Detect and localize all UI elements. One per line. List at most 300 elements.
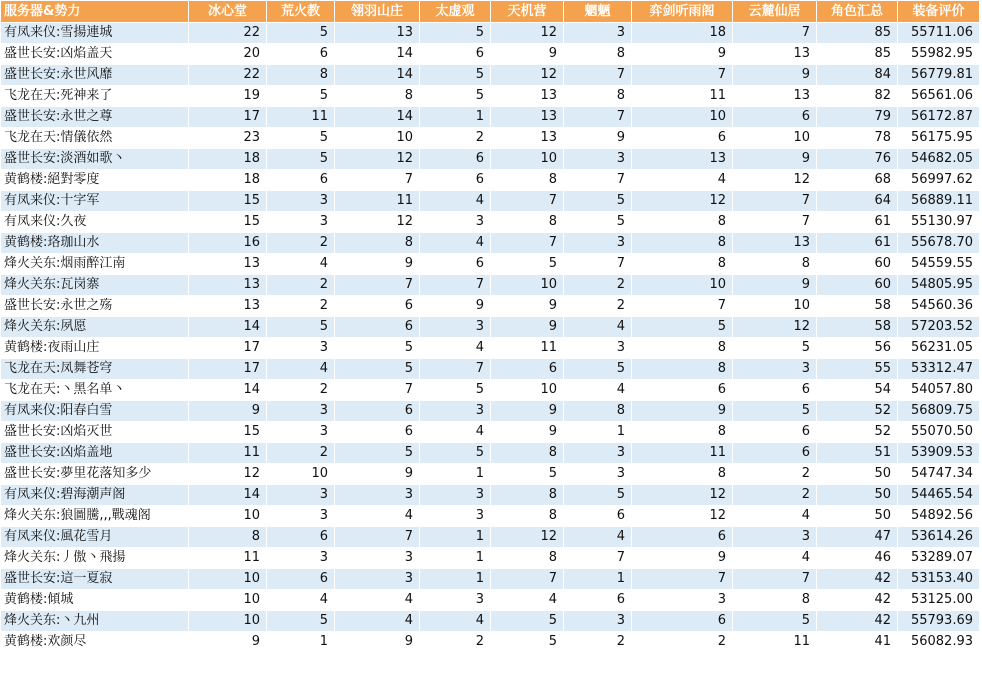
cell-yunluxianju[interactable]: 4 — [733, 548, 817, 569]
cell-equipment-score[interactable]: 55711.06 — [898, 23, 980, 44]
cell-taixuguan[interactable]: 1 — [420, 107, 491, 128]
cell-wangliang[interactable]: 5 — [564, 212, 632, 233]
cell-wangliang[interactable]: 2 — [564, 275, 632, 296]
cell-tianjiying[interactable]: 6 — [491, 359, 564, 380]
cell-equipment-score[interactable]: 56082.93 — [898, 632, 980, 653]
cell-server-faction[interactable]: 有凤来仪:雪揚連城 — [1, 23, 189, 44]
cell-yunluxianju[interactable]: 3 — [733, 359, 817, 380]
cell-equipment-score[interactable]: 54892.56 — [898, 506, 980, 527]
cell-equipment-score[interactable]: 56779.81 — [898, 65, 980, 86]
cell-yunluxianju[interactable]: 6 — [733, 107, 817, 128]
cell-huanghuojiao[interactable]: 5 — [267, 149, 335, 170]
cell-equipment-score[interactable]: 53909.53 — [898, 443, 980, 464]
cell-equipment-score[interactable]: 56175.95 — [898, 128, 980, 149]
cell-yunluxianju[interactable]: 6 — [733, 443, 817, 464]
cell-wangliang[interactable]: 5 — [564, 191, 632, 212]
cell-yunluxianju[interactable]: 7 — [733, 23, 817, 44]
cell-wangliang[interactable]: 4 — [564, 317, 632, 338]
cell-huanghuojiao[interactable]: 5 — [267, 611, 335, 632]
cell-yunluxianju[interactable]: 6 — [733, 380, 817, 401]
cell-wangliang[interactable]: 8 — [564, 44, 632, 65]
cell-yunluxianju[interactable]: 3 — [733, 527, 817, 548]
cell-equipment-score[interactable]: 55678.70 — [898, 233, 980, 254]
header-cell-taixuguan[interactable]: 太虚观 — [420, 1, 491, 23]
cell-wangliang[interactable]: 6 — [564, 590, 632, 611]
cell-role-total[interactable]: 82 — [817, 86, 898, 107]
cell-wangliang[interactable]: 7 — [564, 254, 632, 275]
cell-equipment-score[interactable]: 56809.75 — [898, 401, 980, 422]
cell-huanghuojiao[interactable]: 3 — [267, 485, 335, 506]
cell-taixuguan[interactable]: 6 — [420, 254, 491, 275]
cell-tianjiying[interactable]: 12 — [491, 23, 564, 44]
cell-taixuguan[interactable]: 3 — [420, 590, 491, 611]
cell-lingyushanzhuang[interactable]: 6 — [335, 422, 420, 443]
cell-yijiantingyuge[interactable]: 9 — [632, 401, 733, 422]
cell-tianjiying[interactable]: 5 — [491, 611, 564, 632]
cell-wangliang[interactable]: 5 — [564, 485, 632, 506]
cell-tianjiying[interactable]: 5 — [491, 254, 564, 275]
cell-yijiantingyuge[interactable]: 9 — [632, 44, 733, 65]
cell-lingyushanzhuang[interactable]: 5 — [335, 338, 420, 359]
cell-wangliang[interactable]: 3 — [564, 23, 632, 44]
cell-taixuguan[interactable]: 7 — [420, 275, 491, 296]
cell-yunluxianju[interactable]: 9 — [733, 149, 817, 170]
header-cell-yunluxianju[interactable]: 云麓仙居 — [733, 1, 817, 23]
header-cell-huanghuojiao[interactable]: 荒火教 — [267, 1, 335, 23]
cell-wangliang[interactable]: 1 — [564, 422, 632, 443]
cell-bingxintang[interactable]: 19 — [189, 86, 267, 107]
cell-role-total[interactable]: 46 — [817, 548, 898, 569]
cell-lingyushanzhuang[interactable]: 5 — [335, 443, 420, 464]
cell-role-total[interactable]: 84 — [817, 65, 898, 86]
cell-yunluxianju[interactable]: 6 — [733, 422, 817, 443]
cell-tianjiying[interactable]: 8 — [491, 548, 564, 569]
cell-server-faction[interactable]: 烽火关东:夙愿 — [1, 317, 189, 338]
cell-taixuguan[interactable]: 5 — [420, 380, 491, 401]
cell-bingxintang[interactable]: 8 — [189, 527, 267, 548]
cell-yijiantingyuge[interactable]: 8 — [632, 254, 733, 275]
cell-bingxintang[interactable]: 9 — [189, 401, 267, 422]
cell-wangliang[interactable]: 1 — [564, 569, 632, 590]
cell-huanghuojiao[interactable]: 5 — [267, 317, 335, 338]
cell-server-faction[interactable]: 有凤来仪:久夜 — [1, 212, 189, 233]
cell-wangliang[interactable]: 4 — [564, 380, 632, 401]
cell-yijiantingyuge[interactable]: 5 — [632, 317, 733, 338]
cell-lingyushanzhuang[interactable]: 14 — [335, 65, 420, 86]
cell-yunluxianju[interactable]: 2 — [733, 485, 817, 506]
cell-yunluxianju[interactable]: 7 — [733, 212, 817, 233]
cell-huanghuojiao[interactable]: 6 — [267, 569, 335, 590]
cell-yunluxianju[interactable]: 9 — [733, 275, 817, 296]
cell-bingxintang[interactable]: 12 — [189, 464, 267, 485]
cell-huanghuojiao[interactable]: 5 — [267, 128, 335, 149]
cell-bingxintang[interactable]: 20 — [189, 44, 267, 65]
cell-wangliang[interactable]: 7 — [564, 65, 632, 86]
cell-huanghuojiao[interactable]: 2 — [267, 275, 335, 296]
cell-tianjiying[interactable]: 8 — [491, 443, 564, 464]
cell-role-total[interactable]: 85 — [817, 44, 898, 65]
cell-equipment-score[interactable]: 53312.47 — [898, 359, 980, 380]
cell-server-faction[interactable]: 飞龙在天:情儀依然 — [1, 128, 189, 149]
cell-taixuguan[interactable]: 3 — [420, 506, 491, 527]
cell-huanghuojiao[interactable]: 2 — [267, 296, 335, 317]
cell-server-faction[interactable]: 烽火关东:烟雨醉江南 — [1, 254, 189, 275]
cell-wangliang[interactable]: 7 — [564, 170, 632, 191]
cell-yijiantingyuge[interactable]: 6 — [632, 611, 733, 632]
cell-lingyushanzhuang[interactable]: 4 — [335, 506, 420, 527]
cell-server-faction[interactable]: 飞龙在天:死神来了 — [1, 86, 189, 107]
cell-taixuguan[interactable]: 3 — [420, 317, 491, 338]
cell-equipment-score[interactable]: 53125.00 — [898, 590, 980, 611]
cell-taixuguan[interactable]: 4 — [420, 338, 491, 359]
cell-bingxintang[interactable]: 14 — [189, 317, 267, 338]
cell-taixuguan[interactable]: 6 — [420, 44, 491, 65]
cell-yunluxianju[interactable]: 2 — [733, 464, 817, 485]
cell-equipment-score[interactable]: 54465.54 — [898, 485, 980, 506]
cell-lingyushanzhuang[interactable]: 10 — [335, 128, 420, 149]
cell-role-total[interactable]: 52 — [817, 401, 898, 422]
cell-tianjiying[interactable]: 13 — [491, 128, 564, 149]
cell-yijiantingyuge[interactable]: 2 — [632, 632, 733, 653]
cell-role-total[interactable]: 78 — [817, 128, 898, 149]
cell-server-faction[interactable]: 黄鹤楼:傾城 — [1, 590, 189, 611]
cell-server-faction[interactable]: 黄鹤楼:珞珈山水 — [1, 233, 189, 254]
cell-yijiantingyuge[interactable]: 6 — [632, 380, 733, 401]
cell-role-total[interactable]: 55 — [817, 359, 898, 380]
cell-server-faction[interactable]: 烽火关东:丿傲丶飛揚 — [1, 548, 189, 569]
cell-tianjiying[interactable]: 9 — [491, 44, 564, 65]
cell-bingxintang[interactable]: 23 — [189, 128, 267, 149]
cell-server-faction[interactable]: 盛世长安:夢里花落知多少 — [1, 464, 189, 485]
cell-lingyushanzhuang[interactable]: 6 — [335, 401, 420, 422]
cell-wangliang[interactable]: 2 — [564, 296, 632, 317]
cell-yunluxianju[interactable]: 5 — [733, 401, 817, 422]
cell-yunluxianju[interactable]: 5 — [733, 338, 817, 359]
cell-server-faction[interactable]: 盛世长安:永世之殇 — [1, 296, 189, 317]
cell-huanghuojiao[interactable]: 3 — [267, 548, 335, 569]
cell-tianjiying[interactable]: 13 — [491, 107, 564, 128]
cell-taixuguan[interactable]: 7 — [420, 359, 491, 380]
cell-server-faction[interactable]: 盛世长安:凶焰灭世 — [1, 422, 189, 443]
cell-bingxintang[interactable]: 18 — [189, 149, 267, 170]
cell-yijiantingyuge[interactable]: 10 — [632, 107, 733, 128]
cell-bingxintang[interactable]: 13 — [189, 275, 267, 296]
cell-huanghuojiao[interactable]: 4 — [267, 590, 335, 611]
cell-role-total[interactable]: 58 — [817, 317, 898, 338]
cell-taixuguan[interactable]: 4 — [420, 191, 491, 212]
header-cell-tianjiying[interactable]: 天机营 — [491, 1, 564, 23]
cell-equipment-score[interactable]: 55130.97 — [898, 212, 980, 233]
cell-server-faction[interactable]: 盛世长安:凶焰盖天 — [1, 44, 189, 65]
cell-lingyushanzhuang[interactable]: 12 — [335, 212, 420, 233]
cell-wangliang[interactable]: 9 — [564, 128, 632, 149]
cell-role-total[interactable]: 60 — [817, 254, 898, 275]
cell-equipment-score[interactable]: 57203.52 — [898, 317, 980, 338]
cell-equipment-score[interactable]: 55982.95 — [898, 44, 980, 65]
cell-yunluxianju[interactable]: 8 — [733, 590, 817, 611]
cell-role-total[interactable]: 85 — [817, 23, 898, 44]
cell-wangliang[interactable]: 3 — [564, 149, 632, 170]
cell-lingyushanzhuang[interactable]: 12 — [335, 149, 420, 170]
cell-bingxintang[interactable]: 9 — [189, 632, 267, 653]
cell-server-faction[interactable]: 烽火关东:狼圖騰,,,戰魂阁 — [1, 506, 189, 527]
cell-bingxintang[interactable]: 10 — [189, 590, 267, 611]
cell-huanghuojiao[interactable]: 3 — [267, 422, 335, 443]
cell-taixuguan[interactable]: 3 — [420, 401, 491, 422]
cell-yijiantingyuge[interactable]: 11 — [632, 86, 733, 107]
cell-server-faction[interactable]: 烽火关东:瓦岗寨 — [1, 275, 189, 296]
cell-bingxintang[interactable]: 15 — [189, 422, 267, 443]
cell-taixuguan[interactable]: 5 — [420, 65, 491, 86]
cell-equipment-score[interactable]: 53289.07 — [898, 548, 980, 569]
cell-yunluxianju[interactable]: 7 — [733, 191, 817, 212]
cell-lingyushanzhuang[interactable]: 3 — [335, 569, 420, 590]
cell-equipment-score[interactable]: 54559.55 — [898, 254, 980, 275]
cell-yijiantingyuge[interactable]: 8 — [632, 338, 733, 359]
cell-wangliang[interactable]: 6 — [564, 506, 632, 527]
cell-server-faction[interactable]: 盛世长安:凶焰盖地 — [1, 443, 189, 464]
cell-bingxintang[interactable]: 17 — [189, 107, 267, 128]
cell-equipment-score[interactable]: 55070.50 — [898, 422, 980, 443]
cell-lingyushanzhuang[interactable]: 5 — [335, 359, 420, 380]
cell-equipment-score[interactable]: 56561.06 — [898, 86, 980, 107]
cell-tianjiying[interactable]: 5 — [491, 632, 564, 653]
cell-equipment-score[interactable]: 56889.11 — [898, 191, 980, 212]
cell-server-faction[interactable]: 盛世长安:這一夏寂 — [1, 569, 189, 590]
cell-taixuguan[interactable]: 1 — [420, 569, 491, 590]
cell-yijiantingyuge[interactable]: 11 — [632, 443, 733, 464]
cell-wangliang[interactable]: 3 — [564, 464, 632, 485]
cell-tianjiying[interactable]: 8 — [491, 506, 564, 527]
cell-taixuguan[interactable]: 4 — [420, 611, 491, 632]
cell-huanghuojiao[interactable]: 5 — [267, 86, 335, 107]
cell-wangliang[interactable]: 3 — [564, 233, 632, 254]
cell-bingxintang[interactable]: 14 — [189, 380, 267, 401]
cell-yijiantingyuge[interactable]: 3 — [632, 590, 733, 611]
cell-tianjiying[interactable]: 8 — [491, 212, 564, 233]
cell-bingxintang[interactable]: 15 — [189, 191, 267, 212]
cell-server-faction[interactable]: 黄鹤楼:欢颜尽 — [1, 632, 189, 653]
cell-bingxintang[interactable]: 22 — [189, 65, 267, 86]
cell-yunluxianju[interactable]: 9 — [733, 65, 817, 86]
cell-yijiantingyuge[interactable]: 8 — [632, 464, 733, 485]
cell-taixuguan[interactable]: 3 — [420, 485, 491, 506]
cell-lingyushanzhuang[interactable]: 7 — [335, 380, 420, 401]
cell-yunluxianju[interactable]: 11 — [733, 632, 817, 653]
cell-tianjiying[interactable]: 9 — [491, 401, 564, 422]
cell-huanghuojiao[interactable]: 2 — [267, 443, 335, 464]
cell-bingxintang[interactable]: 13 — [189, 296, 267, 317]
cell-yunluxianju[interactable]: 13 — [733, 233, 817, 254]
header-cell-bingxintang[interactable]: 冰心堂 — [189, 1, 267, 23]
cell-role-total[interactable]: 50 — [817, 506, 898, 527]
cell-bingxintang[interactable]: 10 — [189, 506, 267, 527]
header-cell-yijiantingyuge[interactable]: 弈剑听雨阁 — [632, 1, 733, 23]
cell-yijiantingyuge[interactable]: 6 — [632, 527, 733, 548]
cell-yunluxianju[interactable]: 13 — [733, 44, 817, 65]
cell-role-total[interactable]: 42 — [817, 590, 898, 611]
cell-taixuguan[interactable]: 2 — [420, 128, 491, 149]
cell-role-total[interactable]: 51 — [817, 443, 898, 464]
cell-tianjiying[interactable]: 12 — [491, 527, 564, 548]
cell-huanghuojiao[interactable]: 5 — [267, 23, 335, 44]
cell-equipment-score[interactable]: 54682.05 — [898, 149, 980, 170]
cell-equipment-score[interactable]: 54057.80 — [898, 380, 980, 401]
cell-taixuguan[interactable]: 5 — [420, 443, 491, 464]
cell-role-total[interactable]: 60 — [817, 275, 898, 296]
cell-role-total[interactable]: 54 — [817, 380, 898, 401]
cell-wangliang[interactable]: 3 — [564, 611, 632, 632]
header-cell-server-faction[interactable]: 服务器&势力 — [1, 1, 189, 23]
cell-taixuguan[interactable]: 2 — [420, 632, 491, 653]
cell-lingyushanzhuang[interactable]: 7 — [335, 275, 420, 296]
cell-yijiantingyuge[interactable]: 7 — [632, 296, 733, 317]
cell-yunluxianju[interactable]: 10 — [733, 296, 817, 317]
cell-yijiantingyuge[interactable]: 4 — [632, 170, 733, 191]
cell-yunluxianju[interactable]: 5 — [733, 611, 817, 632]
cell-tianjiying[interactable]: 4 — [491, 590, 564, 611]
cell-huanghuojiao[interactable]: 3 — [267, 338, 335, 359]
cell-huanghuojiao[interactable]: 4 — [267, 254, 335, 275]
cell-taixuguan[interactable]: 4 — [420, 233, 491, 254]
cell-lingyushanzhuang[interactable]: 6 — [335, 296, 420, 317]
cell-lingyushanzhuang[interactable]: 3 — [335, 485, 420, 506]
cell-role-total[interactable]: 56 — [817, 338, 898, 359]
cell-yijiantingyuge[interactable]: 12 — [632, 506, 733, 527]
cell-bingxintang[interactable]: 10 — [189, 611, 267, 632]
cell-bingxintang[interactable]: 11 — [189, 443, 267, 464]
cell-huanghuojiao[interactable]: 6 — [267, 170, 335, 191]
cell-tianjiying[interactable]: 7 — [491, 569, 564, 590]
cell-yunluxianju[interactable]: 7 — [733, 569, 817, 590]
cell-equipment-score[interactable]: 56997.62 — [898, 170, 980, 191]
cell-role-total[interactable]: 52 — [817, 422, 898, 443]
cell-server-faction[interactable]: 有凤来仪:阳春白雪 — [1, 401, 189, 422]
cell-yijiantingyuge[interactable]: 8 — [632, 422, 733, 443]
cell-equipment-score[interactable]: 54560.36 — [898, 296, 980, 317]
cell-taixuguan[interactable]: 5 — [420, 86, 491, 107]
cell-yunluxianju[interactable]: 12 — [733, 317, 817, 338]
cell-bingxintang[interactable]: 10 — [189, 569, 267, 590]
cell-yunluxianju[interactable]: 8 — [733, 254, 817, 275]
cell-equipment-score[interactable]: 55793.69 — [898, 611, 980, 632]
cell-tianjiying[interactable]: 9 — [491, 296, 564, 317]
cell-lingyushanzhuang[interactable]: 9 — [335, 464, 420, 485]
cell-server-faction[interactable]: 飞龙在天:凤舞苍穹 — [1, 359, 189, 380]
cell-wangliang[interactable]: 7 — [564, 107, 632, 128]
cell-yijiantingyuge[interactable]: 7 — [632, 569, 733, 590]
cell-server-faction[interactable]: 黄鹤楼:夜雨山庄 — [1, 338, 189, 359]
cell-wangliang[interactable]: 3 — [564, 443, 632, 464]
cell-lingyushanzhuang[interactable]: 14 — [335, 107, 420, 128]
cell-huanghuojiao[interactable]: 4 — [267, 359, 335, 380]
cell-huanghuojiao[interactable]: 3 — [267, 401, 335, 422]
cell-huanghuojiao[interactable]: 1 — [267, 632, 335, 653]
cell-bingxintang[interactable]: 16 — [189, 233, 267, 254]
cell-taixuguan[interactable]: 5 — [420, 23, 491, 44]
cell-role-total[interactable]: 76 — [817, 149, 898, 170]
cell-yunluxianju[interactable]: 4 — [733, 506, 817, 527]
cell-yijiantingyuge[interactable]: 13 — [632, 149, 733, 170]
cell-tianjiying[interactable]: 12 — [491, 65, 564, 86]
cell-yijiantingyuge[interactable]: 6 — [632, 128, 733, 149]
cell-lingyushanzhuang[interactable]: 7 — [335, 527, 420, 548]
cell-yijiantingyuge[interactable]: 8 — [632, 233, 733, 254]
cell-role-total[interactable]: 41 — [817, 632, 898, 653]
cell-tianjiying[interactable]: 11 — [491, 338, 564, 359]
cell-bingxintang[interactable]: 22 — [189, 23, 267, 44]
cell-tianjiying[interactable]: 10 — [491, 380, 564, 401]
cell-huanghuojiao[interactable]: 3 — [267, 191, 335, 212]
cell-role-total[interactable]: 64 — [817, 191, 898, 212]
cell-yijiantingyuge[interactable]: 12 — [632, 485, 733, 506]
cell-lingyushanzhuang[interactable]: 9 — [335, 254, 420, 275]
cell-tianjiying[interactable]: 7 — [491, 191, 564, 212]
cell-bingxintang[interactable]: 13 — [189, 254, 267, 275]
cell-equipment-score[interactable]: 53614.26 — [898, 527, 980, 548]
cell-yijiantingyuge[interactable]: 9 — [632, 548, 733, 569]
cell-server-faction[interactable]: 盛世长安:淡酒如歌丶 — [1, 149, 189, 170]
cell-equipment-score[interactable]: 56172.87 — [898, 107, 980, 128]
cell-yunluxianju[interactable]: 13 — [733, 86, 817, 107]
cell-equipment-score[interactable]: 56231.05 — [898, 338, 980, 359]
cell-taixuguan[interactable]: 6 — [420, 149, 491, 170]
cell-bingxintang[interactable]: 11 — [189, 548, 267, 569]
cell-yijiantingyuge[interactable]: 8 — [632, 212, 733, 233]
cell-server-faction[interactable]: 飞龙在天:丶黑名单丶 — [1, 380, 189, 401]
cell-tianjiying[interactable]: 7 — [491, 233, 564, 254]
cell-yijiantingyuge[interactable]: 8 — [632, 359, 733, 380]
cell-tianjiying[interactable]: 10 — [491, 275, 564, 296]
cell-yijiantingyuge[interactable]: 12 — [632, 191, 733, 212]
cell-role-total[interactable]: 50 — [817, 464, 898, 485]
cell-taixuguan[interactable]: 9 — [420, 296, 491, 317]
cell-huanghuojiao[interactable]: 10 — [267, 464, 335, 485]
cell-taixuguan[interactable]: 3 — [420, 212, 491, 233]
cell-server-faction[interactable]: 有凤来仪:碧海潮声阁 — [1, 485, 189, 506]
cell-taixuguan[interactable]: 1 — [420, 464, 491, 485]
header-cell-wangliang[interactable]: 魍魉 — [564, 1, 632, 23]
cell-server-faction[interactable]: 盛世长安:永世之尊 — [1, 107, 189, 128]
cell-wangliang[interactable]: 8 — [564, 401, 632, 422]
cell-tianjiying[interactable]: 9 — [491, 317, 564, 338]
cell-huanghuojiao[interactable]: 6 — [267, 527, 335, 548]
cell-huanghuojiao[interactable]: 3 — [267, 506, 335, 527]
cell-lingyushanzhuang[interactable]: 4 — [335, 611, 420, 632]
cell-huanghuojiao[interactable]: 3 — [267, 212, 335, 233]
cell-wangliang[interactable]: 3 — [564, 338, 632, 359]
header-cell-lingyushanzhuang[interactable]: 翎羽山庄 — [335, 1, 420, 23]
cell-huanghuojiao[interactable]: 6 — [267, 44, 335, 65]
cell-server-faction[interactable]: 有凤来仪:風花雪月 — [1, 527, 189, 548]
cell-lingyushanzhuang[interactable]: 3 — [335, 548, 420, 569]
cell-role-total[interactable]: 79 — [817, 107, 898, 128]
cell-equipment-score[interactable]: 54747.34 — [898, 464, 980, 485]
cell-lingyushanzhuang[interactable]: 14 — [335, 44, 420, 65]
cell-lingyushanzhuang[interactable]: 8 — [335, 233, 420, 254]
cell-huanghuojiao[interactable]: 8 — [267, 65, 335, 86]
cell-wangliang[interactable]: 5 — [564, 359, 632, 380]
cell-equipment-score[interactable]: 53153.40 — [898, 569, 980, 590]
cell-role-total[interactable]: 68 — [817, 170, 898, 191]
cell-lingyushanzhuang[interactable]: 11 — [335, 191, 420, 212]
cell-lingyushanzhuang[interactable]: 8 — [335, 86, 420, 107]
cell-tianjiying[interactable]: 9 — [491, 422, 564, 443]
cell-bingxintang[interactable]: 17 — [189, 359, 267, 380]
cell-tianjiying[interactable]: 8 — [491, 485, 564, 506]
cell-bingxintang[interactable]: 18 — [189, 170, 267, 191]
header-cell-role-total[interactable]: 角色汇总 — [817, 1, 898, 23]
